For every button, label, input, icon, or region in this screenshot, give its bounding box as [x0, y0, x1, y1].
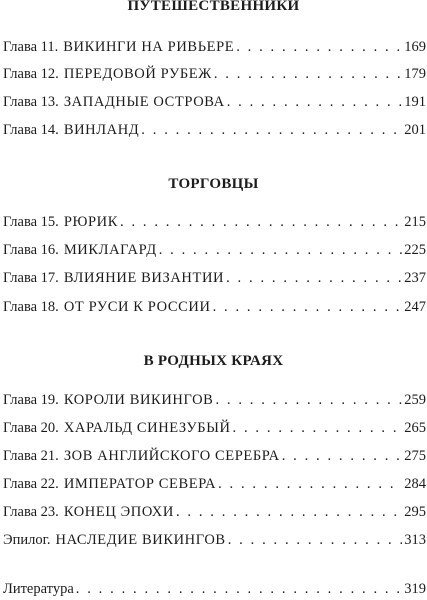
chapter-title: ХАРАЛЬД СИНЕЗУБЫЙ [63, 420, 231, 436]
page-number: 237 [404, 270, 426, 286]
section-title-traders: ТОРГОВЦЫ [168, 176, 259, 192]
chapter-number: Эпилог. [3, 532, 51, 548]
toc-entry[interactable] [3, 447, 426, 465]
dot-leader [215, 391, 402, 409]
dot-leader [213, 298, 403, 316]
chapter-number: Глава 23. [3, 504, 59, 520]
toc-entry[interactable] [3, 121, 426, 139]
dot-leader [226, 269, 402, 287]
toc-entry[interactable] [3, 269, 426, 287]
page-number: 225 [404, 242, 426, 258]
dot-leader [120, 213, 402, 231]
toc-entry[interactable] [3, 241, 426, 259]
toc-entry[interactable] [3, 213, 426, 231]
chapter-title: ВИНЛАНД [63, 122, 140, 138]
chapter-number: Глава 16. [3, 242, 59, 258]
toc-entry-epilogue[interactable] [3, 531, 426, 549]
toc-entry[interactable] [3, 475, 426, 493]
toc-entry-literature[interactable] [3, 580, 426, 598]
page-number: 284 [404, 476, 426, 492]
page-number: 215 [404, 214, 426, 230]
chapter-title: КОНЕЦ ЭПОХИ [63, 504, 174, 520]
page-number: 201 [404, 122, 426, 138]
dot-leader [76, 580, 402, 598]
chapter-title: НАСЛЕДИЕ ВИКИНГОВ [55, 532, 226, 548]
chapter-number: Глава 13. [3, 94, 59, 110]
chapter-title: ПЕРЕДОВОЙ РУБЕЖ [63, 66, 212, 82]
page-number: 259 [404, 392, 426, 408]
chapter-title: ВИКИНГИ НА РИВЬЕРЕ [63, 39, 235, 55]
section-title-travelers: ПУТЕШЕСТВЕННИКИ [127, 0, 300, 14]
chapter-title: ЗАПАДНЫЕ ОСТРОВА [63, 94, 225, 110]
dot-leader [282, 447, 403, 465]
chapter-number: Глава 21. [3, 448, 59, 464]
page-number: 313 [404, 532, 426, 548]
chapter-number: Глава 18. [3, 299, 59, 315]
dot-leader [218, 475, 402, 493]
toc-entry[interactable] [3, 93, 426, 111]
page-number: 169 [404, 39, 426, 55]
dot-leader [236, 38, 402, 56]
chapter-title: МИКЛАГАРД [63, 242, 157, 258]
chapter-number: Глава 19. [3, 392, 59, 408]
toc-entry[interactable] [3, 65, 426, 83]
chapter-number: Глава 11. [3, 39, 59, 55]
page-number: 295 [404, 504, 426, 520]
page-number: 265 [404, 420, 426, 436]
page-number: 247 [404, 299, 426, 315]
chapter-number: Глава 12. [3, 66, 59, 82]
dot-leader [214, 65, 402, 83]
chapter-title: ИМПЕРАТОР СЕВЕРА [63, 476, 217, 492]
chapter-number: Глава 22. [3, 476, 59, 492]
page-number: 191 [404, 94, 426, 110]
chapter-number: Глава 14. [3, 122, 59, 138]
toc-entry[interactable] [3, 298, 426, 316]
toc-entry[interactable] [3, 419, 426, 437]
chapter-number: Глава 15. [3, 214, 59, 230]
chapter-number: Глава 20. [3, 420, 59, 436]
dot-leader [159, 241, 403, 259]
chapter-title: ЗОВ АНГЛИЙСКОГО СЕРЕБРА [63, 448, 280, 464]
dot-leader [228, 531, 403, 549]
page-number: 275 [404, 448, 426, 464]
toc-entry[interactable] [3, 38, 426, 56]
chapter-title: КОРОЛИ ВИКИНГОВ [63, 392, 214, 408]
section-title-homelands: В РОДНЫХ КРАЯХ [143, 353, 284, 369]
chapter-number: Глава 17. [3, 270, 59, 286]
dot-leader [233, 419, 403, 437]
chapter-title: РЮРИК [63, 214, 118, 230]
chapter-title: ОТ РУСИ К РОССИИ [63, 299, 211, 315]
dot-leader [176, 503, 402, 521]
dot-leader [141, 121, 402, 139]
literature-title: Литература [3, 581, 74, 597]
chapter-title: ВЛИЯНИЕ ВИЗАНТИИ [63, 270, 225, 286]
page-number: 179 [404, 66, 426, 82]
toc-entry[interactable] [3, 391, 426, 409]
page-number: 319 [404, 581, 426, 597]
dot-leader [227, 93, 403, 111]
toc-entry[interactable] [3, 503, 426, 521]
